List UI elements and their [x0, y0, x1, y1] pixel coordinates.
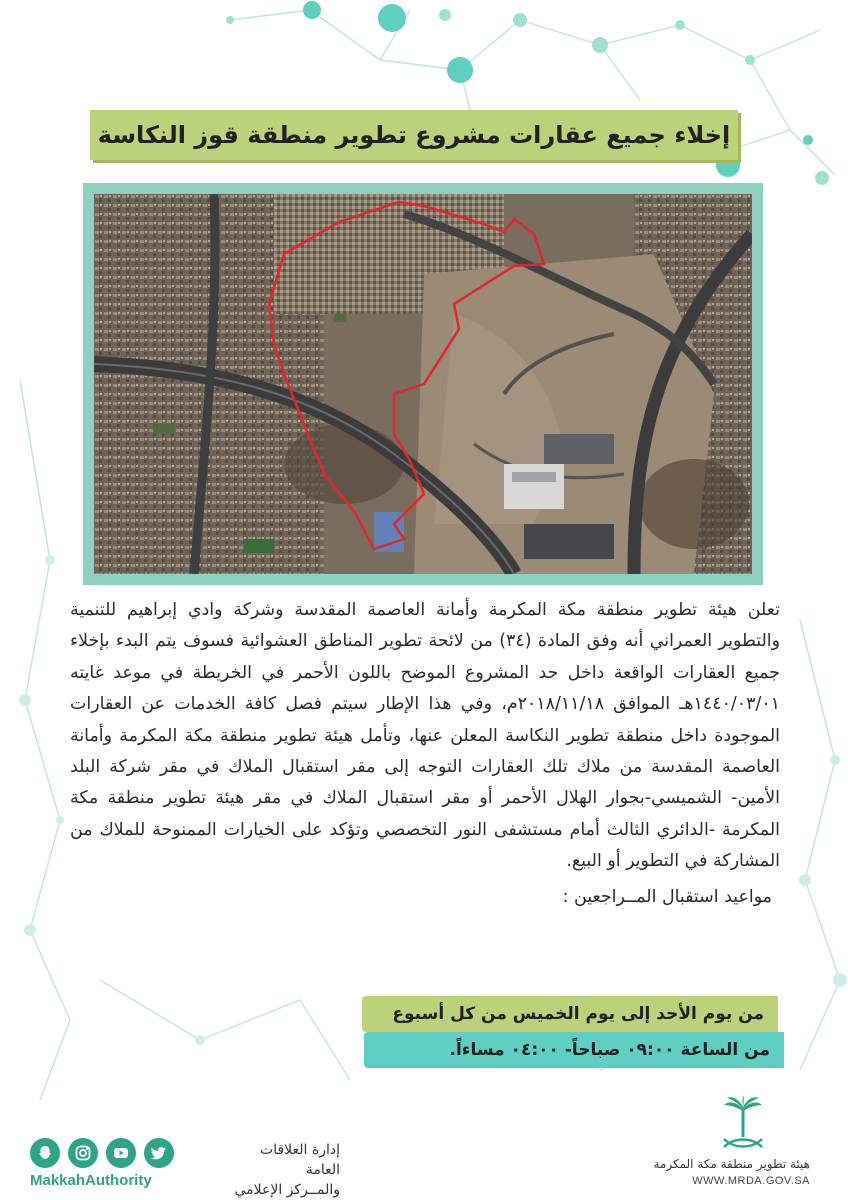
twitter-icon[interactable]: [144, 1138, 174, 1168]
org-url[interactable]: WWW.MRDA.GOV.SA: [692, 1175, 810, 1187]
schedule-days-text: من يوم الأحد إلى يوم الخميس من كل أسبوع: [392, 1004, 764, 1024]
instagram-icon[interactable]: [68, 1138, 98, 1168]
org-name: هيئة تطوير منطقة مكة المكرمة: [653, 1157, 810, 1171]
pr-line-1: إدارة العلاقات العامة: [260, 1142, 340, 1178]
org-block: [653, 1095, 810, 1195]
title-banner: [90, 110, 738, 160]
announcement-paragraph: تعلن هيئة تطوير منطقة مكة المكرمة وأمانة العاصمة المقدسة وشركة وادي إبراهيم للتنمية والتطوير العمراني أنه وفق المادة (٣٤) من لائحة تطوير المناطق العشوائية فسوف يتم البدء بإخلاء جميع العقارات الواقعة داخل حد المشروع الموضح باللون الأحمر في الخريطة في موعد غايته ١٤٤٠/٠٣/٠١هـ الموافق ٢٠١٨/١١/١٨م، وفي هذا الإطار سيتم فصل كافة الخدمات عن العقارات الموجودة داخل منطقة تطوير النكاسة المعلن عنها، وتأمل هيئة تطوير منطقة مكة المكرمة وأمانة العاصمة المقدسة من ملاك تلك العقارات التوجه إلى مقر استقبال الملاك في مقر شركة البلد الأمين- الشميسي-بجوار الهلال الأحمر أو مقر استقبال الملاك في مقر هيئة تطوير منطقة مكة المكرمة -الدائري الثالث أمام مستشفى النور التخصصي وتؤكد على الخيارات الممنوحة للملاك من المشاركة في التطوير أو البيع.: [70, 600, 780, 872]
social-icons: [30, 1138, 174, 1168]
page-title: إخلاء جميع عقارات مشروع تطوير منطقة قوز النكاسة: [97, 121, 731, 149]
social-handle: MakkahAuthority: [30, 1172, 152, 1189]
youtube-icon[interactable]: [106, 1138, 136, 1168]
snapchat-icon[interactable]: [30, 1138, 60, 1168]
map-frame: [83, 183, 763, 585]
pr-line-2: والمــركز الإعلامي: [234, 1182, 340, 1198]
satellite-map: [94, 194, 752, 574]
pr-department: [230, 1140, 340, 1200]
announcement-text: [70, 595, 780, 913]
schedule-days-pill: [362, 996, 778, 1032]
schedule-hours-text: من الساعة ٠٩:٠٠ صباحاً- ٠٤:٠٠ مساءاً.: [449, 1040, 770, 1060]
social-block: [30, 1138, 174, 1189]
palm-swords-emblem-icon: [718, 1095, 768, 1153]
appointments-label: مواعيد استقبال المــراجعين :: [562, 886, 772, 907]
schedule-hours-pill: [364, 1032, 784, 1068]
